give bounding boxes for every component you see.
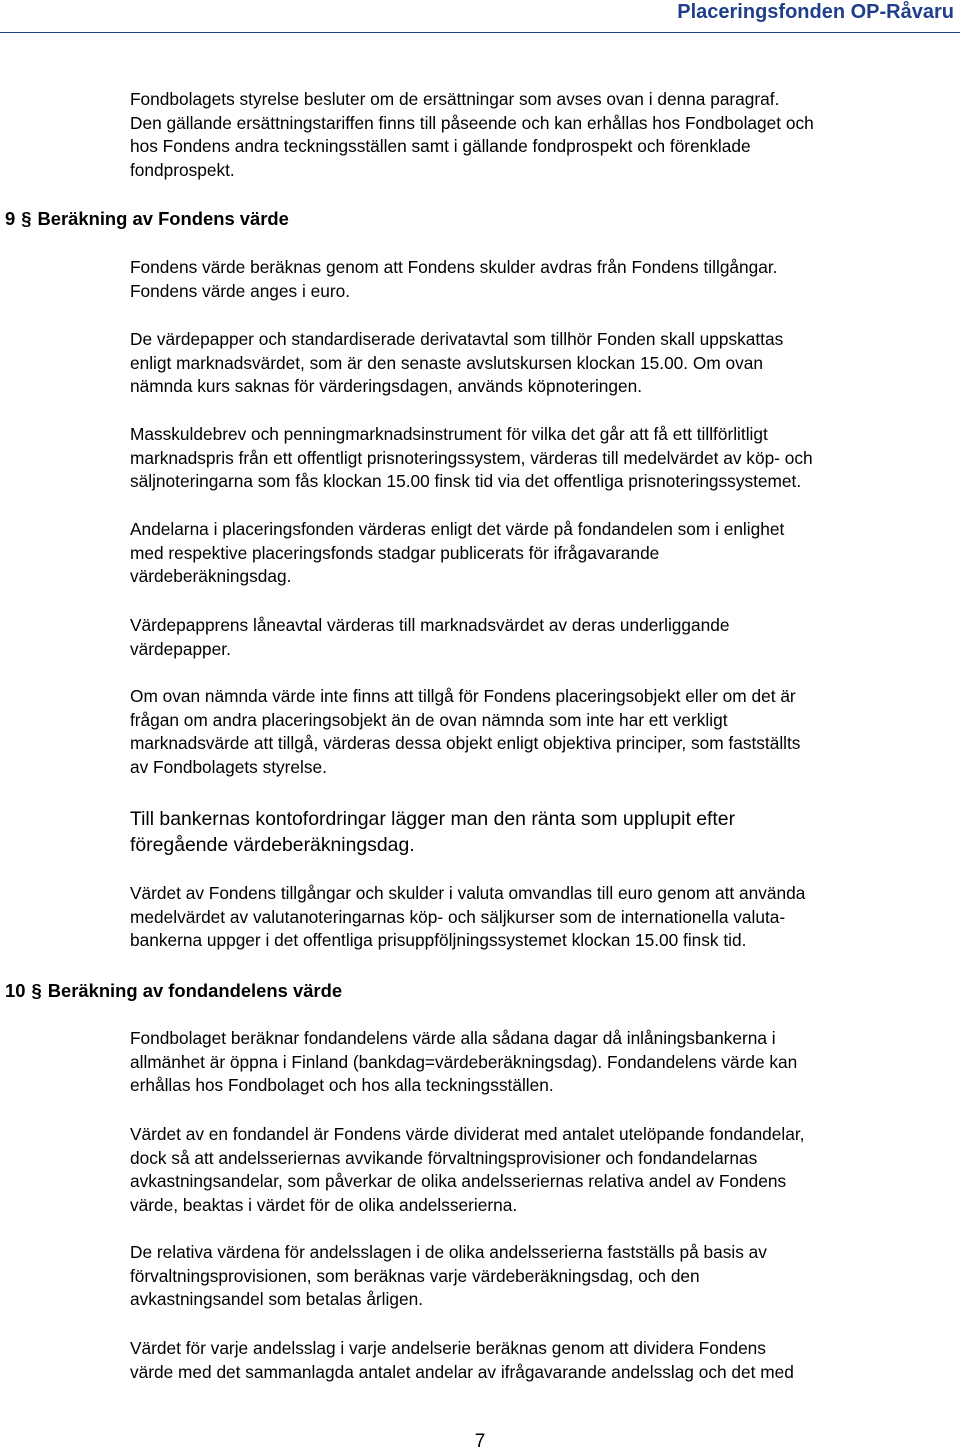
text-line: föregående värdeberäkningsdag.	[130, 834, 415, 856]
s9-paragraph-5	[130, 614, 958, 661]
section-10-heading	[5, 979, 342, 1003]
text-line: Masskuldebrev och penningmarknadsinstrument för vilka det går att få ett tillförlitligt	[130, 424, 768, 444]
text-line: hos Fondens andra teckningsställen samt i gällande fondprospekt och förenklade	[130, 136, 751, 156]
text-line: marknadspris från ett offentligt prisnoteringssystem, värderas till medelvärdet av köp- och	[130, 447, 813, 468]
s9-paragraph-3	[130, 423, 958, 494]
s10-paragraph-1	[130, 1027, 958, 1098]
text-line: dock så att andelsseriernas avvikande förvaltningsprovisioner och fondandelarnas	[130, 1147, 758, 1168]
section-sign-glyph: §	[21, 208, 32, 229]
s10-paragraph-2	[130, 1123, 958, 1217]
text-line: enligt marknadsvärdet, som är den senaste avslutskursen klockan 15.00. Om ovan	[130, 352, 764, 373]
text-line: värdepapper.	[130, 638, 231, 659]
s9-paragraph-2	[130, 328, 958, 399]
intro-paragraph	[130, 88, 958, 182]
s9-paragraph-8	[130, 882, 958, 953]
section-9-heading	[5, 207, 289, 231]
text-line: Den gällande ersättningstariffen finns till påseende och kan erhållas hos Fondbolaget och	[130, 112, 814, 133]
text-line: De värdepapper och standardiserade derivatavtal som tillhör Fonden skall uppskattas	[130, 329, 784, 349]
text-line: värde med det sammanlagda antalet andelar av ifrågavarande andelsslag och det med	[130, 1361, 794, 1382]
text-line: Värdepapprens låneavtal värderas till marknadsvärdet av deras underliggande	[130, 615, 730, 635]
section-title: Beräkning av fondandelens värde	[47, 980, 343, 1001]
section-title: Beräkning av Fondens värde	[37, 208, 289, 229]
text-line: avkastningsandelar, som påverkar de olika andelsseriernas relativa andel av Fondens	[130, 1171, 787, 1191]
text-line: frågan om andra placeringsobjekt än de ovan nämnda som inte har ett verkligt	[130, 709, 728, 730]
text-line: Till bankernas kontofordringar lägger man den ränta som upplupit efter	[130, 808, 736, 830]
text-line: säljnoteringarna som fås klockan 15.00 finsk tid via det offentliga prisnoteringssystemet.	[130, 471, 802, 491]
text-line: Om ovan nämnda värde inte finns att tillgå för Fondens placeringsobjekt eller om det är	[130, 686, 796, 706]
text-line: Värdet av Fondens tillgångar och skulder i valuta omvandlas till euro genom att använda	[130, 883, 806, 903]
text-line: Fondbolagets styrelse besluter om de ersättningar som avses ovan i denna paragraf.	[130, 89, 780, 109]
text-line: av Fondbolagets styrelse.	[130, 756, 327, 777]
text-line: fondprospekt.	[130, 159, 235, 180]
text-line: De relativa värdena för andelsslagen i de olika andelsserierna fastställs på basis av	[130, 1242, 767, 1262]
text-line: nämnda kurs saknas för värderingsdagen, används köpnoteringen.	[130, 376, 643, 396]
text-line: bankerna uppger i det offentliga prisuppföljningssystemet klockan 15.00 finsk tid.	[130, 930, 747, 950]
text-line: Fondens värde anges i euro.	[130, 280, 350, 301]
text-line: med respektive placeringsfonds stadgar publicerats för ifrågavarande	[130, 542, 660, 563]
s9-paragraph-7	[130, 806, 958, 858]
section-number: 10	[5, 980, 26, 1001]
s9-paragraph-1	[130, 256, 958, 303]
text-line: Fondbolaget beräknar fondandelens värde alla sådana dagar då inlåningsbankerna i	[130, 1028, 776, 1048]
s9-paragraph-6	[130, 685, 958, 779]
text-line: förvaltningsprovisionen, som beräknas varje värdeberäkningsdag, och den	[130, 1265, 700, 1286]
text-line: erhållas hos Fondbolaget och hos alla teckningsställen.	[130, 1075, 554, 1095]
section-number: 9	[5, 208, 16, 229]
text-line: avkastningsandel som betalas årligen.	[130, 1289, 423, 1309]
s10-paragraph-4	[130, 1337, 958, 1384]
text-line: allmänhet är öppna i Finland (bankdag=värdeberäkningsdag). Fondandelens värde kan	[130, 1051, 798, 1072]
text-line: marknadsvärde att tillgå, värderas dessa objekt enligt objektiva principer, som fastställts	[130, 733, 801, 753]
text-line: värdeberäkningsdag.	[130, 566, 292, 586]
header-rule	[0, 32, 960, 33]
text-line: Värdet av en fondandel är Fondens värde dividerat med antalet utelöpande fondandelar,	[130, 1124, 805, 1144]
text-line: medelvärdet av valutanoteringarnas köp- och säljkurser som de internationella valuta-	[130, 906, 786, 927]
page-number: 7	[474, 1431, 486, 1452]
text-line: Värdet för varje andelsslag i varje andelserie beräknas genom att dividera Fondens	[130, 1338, 766, 1358]
running-header-title: Placeringsfonden OP-Råvaru	[677, 1, 954, 23]
s9-paragraph-4	[130, 518, 958, 589]
text-line: värde, beaktas i värdet för de olika andelsserierna.	[130, 1194, 518, 1215]
section-sign-glyph: §	[31, 980, 42, 1001]
text-line: Fondens värde beräknas genom att Fondens skulder avdras från Fondens tillgångar.	[130, 257, 778, 277]
text-line: Andelarna i placeringsfonden värderas enligt det värde på fondandelen som i enlighet	[130, 519, 785, 539]
s10-paragraph-3	[130, 1241, 958, 1312]
